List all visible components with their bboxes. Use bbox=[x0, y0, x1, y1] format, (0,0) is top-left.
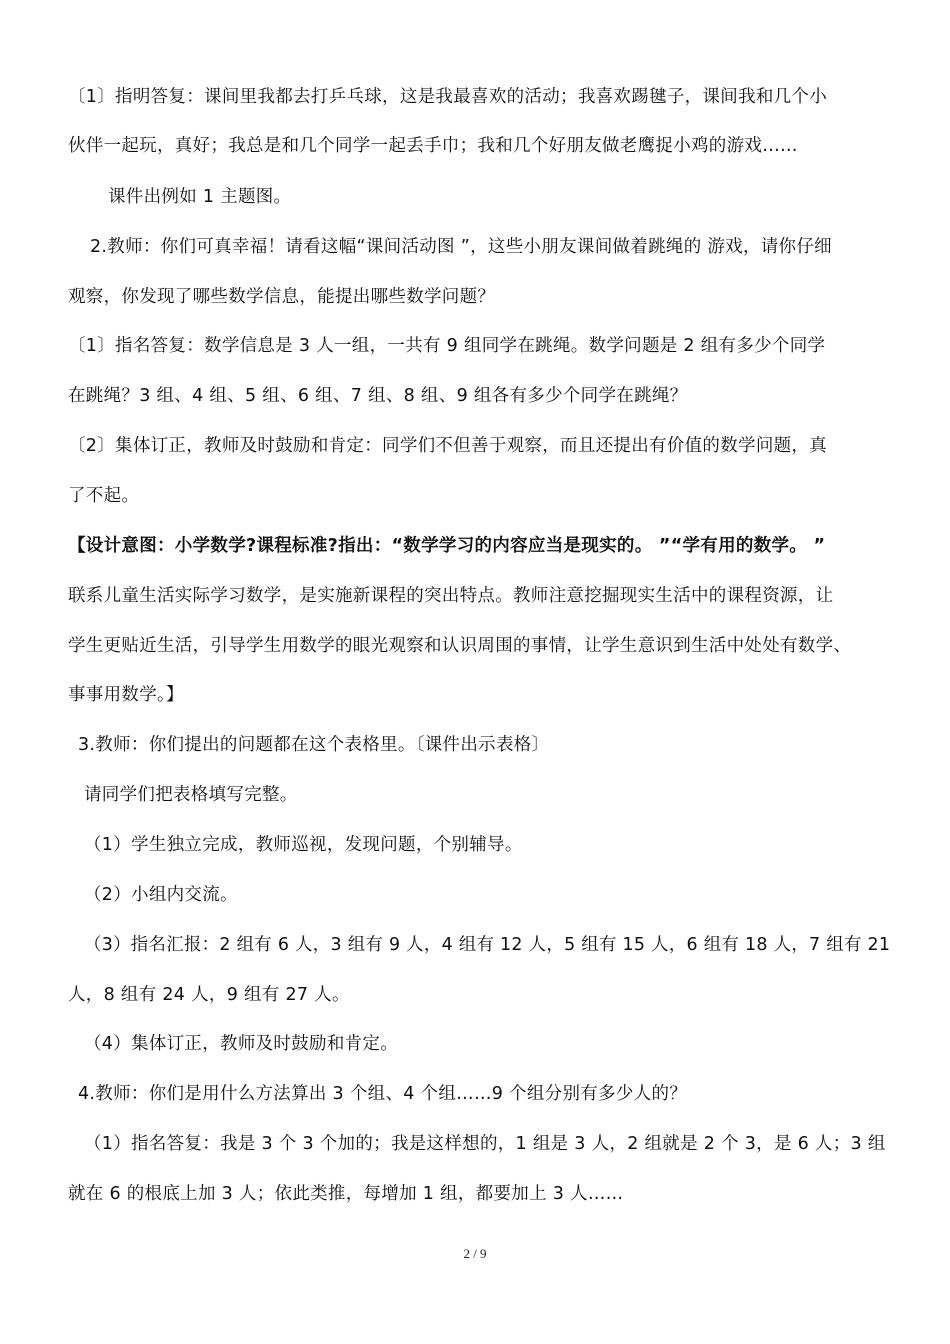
design-intent-line-1: 【设计意图：小学数学?课程标准?指出：“数学学习的内容应当是现实的。 ”“学有用的数学。 ” bbox=[68, 536, 826, 556]
paragraph-8-line-1: 请同学们把表格填写完整。 bbox=[84, 785, 298, 805]
paragraph-2-line-1: 课件出例如 1 主题图。 bbox=[108, 187, 292, 207]
paragraph-13-line-1: 4.教师：你们是用什么方法算出 3 个组、4 个组……9 个组分别有多少人的？ bbox=[78, 1084, 688, 1104]
paragraph-14-line-1: （1）指名答复：我是 3 个 3 个加的；我是这样想的，1 组是 3 人，2 组就是 2 个 3，是 6 人；3 组 bbox=[84, 1134, 886, 1154]
paragraph-7-line-1: 3.教师：你们提出的问题都在这个表格里。〔课件出示表格〕 bbox=[78, 735, 550, 755]
paragraph-14-line-2: 就在 6 的根底上加 3 人；依此类推，每增加 1 组，都要加上 3 人…… bbox=[68, 1184, 624, 1204]
paragraph-11-line-2: 人，8 组有 24 人，9 组有 27 人。 bbox=[68, 985, 350, 1005]
page-number: 2 / 9 bbox=[463, 1246, 487, 1261]
paragraph-3-line-2: 观察，你发现了哪些数学信息，能提出哪些数学问题？ bbox=[68, 287, 496, 307]
paragraph-4-line-1: 〔1〕指名答复：数学信息是 3 人一组，一共有 9 组同学在跳绳。数学问题是 2 组有多少个同学 bbox=[68, 336, 826, 356]
paragraph-10-line-1: （2）小组内交流。 bbox=[84, 885, 238, 905]
paragraph-5-line-1: 〔2〕集体订正，教师及时鼓励和肯定：同学们不但善于观察，而且还提出有价值的数学问题，真 bbox=[68, 436, 828, 456]
paragraph-12-line-1: （4）集体订正，教师及时鼓励和肯定。 bbox=[84, 1034, 399, 1054]
design-intent-line-2: 联系儿童生活实际学习数学，是实施新课程的突出特点。教师注意挖掘现实生活中的课程资源，让 bbox=[68, 586, 834, 606]
paragraph-5-line-2: 了不起。 bbox=[68, 486, 140, 506]
paragraph-1-line-1: 〔1〕指明答复：课间里我都去打乒乓球，这是我最喜欢的活动；我喜欢踢毽子，课间我和几个小 bbox=[68, 87, 828, 107]
paragraph-1-line-2: 伙伴一起玩，真好；我总是和几个同学一起丢手巾；我和几个好朋友做老鹰捉小鸡的游戏…… bbox=[68, 136, 798, 156]
paragraph-3-line-1: 2.教师：你们可真幸福！请看这幅“课间活动图 ”，这些小朋友课间做着跳绳的 游戏，请你仔细 bbox=[90, 237, 832, 257]
paragraph-9-line-1: （1）学生独立完成，教师巡视，发现问题，个别辅导。 bbox=[84, 835, 523, 855]
paragraph-11-line-1: （3）指名汇报：2 组有 6 人，3 组有 9 人，4 组有 12 人，5 组有 15 人，6 组有 18 人，7 组有 21 bbox=[84, 935, 891, 955]
paragraph-4-line-2: 在跳绳？3 组、4 组、5 组、6 组、7 组、8 组、9 组各有多少个同学在跳绳？ bbox=[68, 386, 688, 406]
design-intent-line-4: 事事用数学。】 bbox=[68, 685, 184, 705]
design-intent-line-3: 学生更贴近生活，引导学生用数学的眼光观察和认识周围的事情，让学生意识到生活中处处有数学、 bbox=[68, 636, 852, 656]
